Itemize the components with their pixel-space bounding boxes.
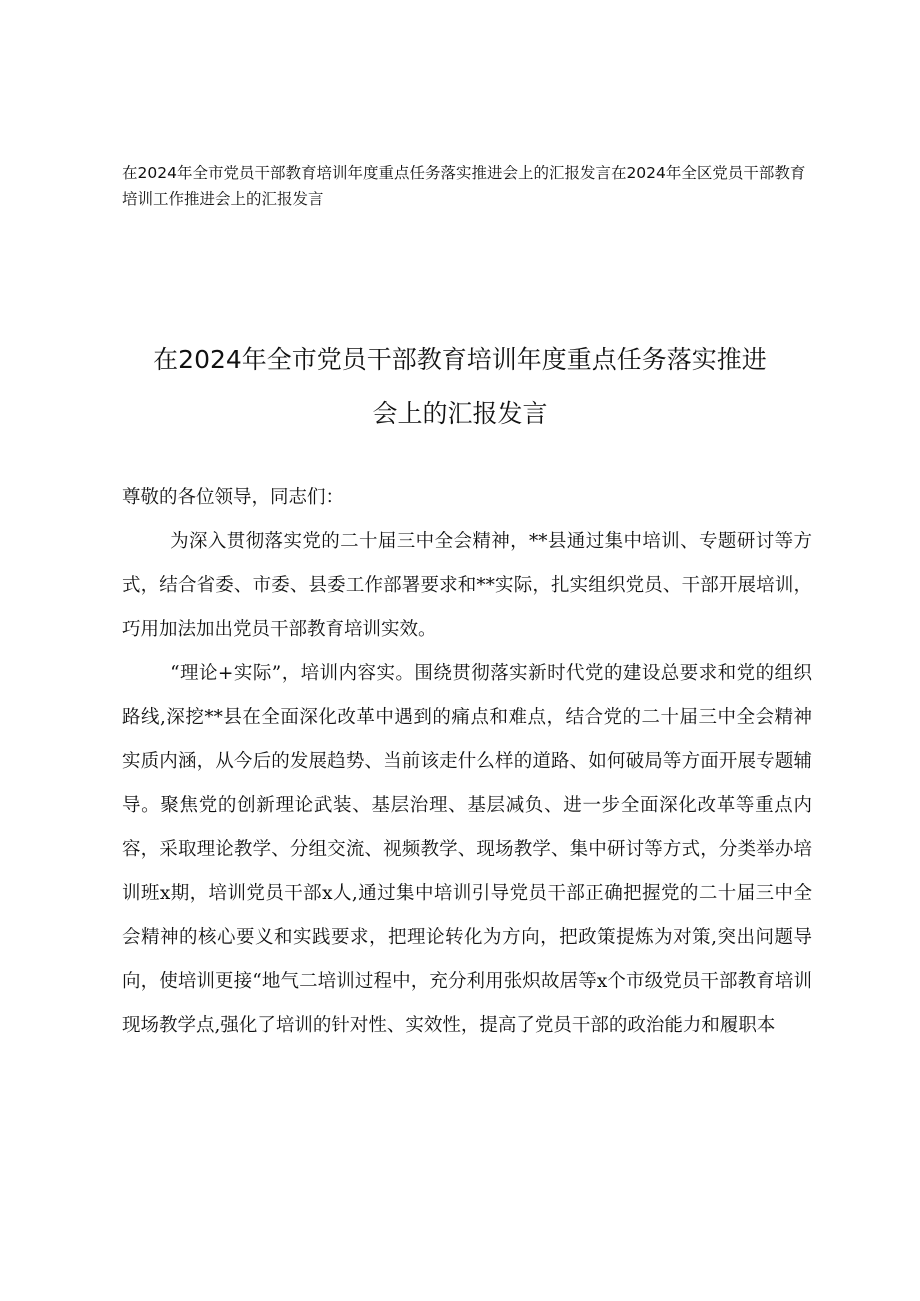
paragraph-1: 为深入贯彻落实党的二十届三中全会精神，**县通过集中培训、专题研讨等方式，结合省委、市委、县委工作部署要求和**实际，扎实组织党员、干部开展培训，巧用加法加出党员干部教育培训实效。 bbox=[122, 531, 812, 640]
header-title: 在2024年全市党员干部教育培训年度重点任务落实推进会上的汇报发言在2024年全区党员干部教育培训工作推进会上的汇报发言 bbox=[122, 164, 806, 208]
document-body bbox=[122, 476, 812, 1048]
main-title-line-2: 会上的汇报发言 bbox=[372, 399, 548, 428]
main-title-line-1: 在2024年全市党员干部教育培训年度重点任务落实推进 bbox=[153, 345, 767, 374]
paragraph-2: “理论+实际”，培训内容实。围绕贯彻落实新时代党的建设总要求和党的组织路线,深挖**县在全面深化改革中遇到的痛点和难点，结合党的二十届三中全会精神实质内涵，从今后的发展趋势、当前该走什么样的道路、如何破局等方面开展专题辅导。聚焦党的创新理论武装、基层治理、基层减负、进一步全面深化改革等重点内容，采取理论教学、分组交流、视频教学、现场教学、集中研讨等方式，分类举办培训班x期，培训党员干部x人,通过集中培训引导党员干部正确把握党的二十届三中全会精神的核心要义和实践要求，把理论转化为方向，把政策提炼为对策,突出问题导向，使培训更接“地气二培训过程中，充分利用张炽故居等x个市级党员干部教育培训现场教学点,强化了培训的针对性、实效性，提高了党员干部的政治能力和履职本 bbox=[122, 663, 812, 1036]
main-title bbox=[100, 333, 820, 441]
salutation: 尊敬的各位领导，同志们： bbox=[122, 487, 345, 508]
